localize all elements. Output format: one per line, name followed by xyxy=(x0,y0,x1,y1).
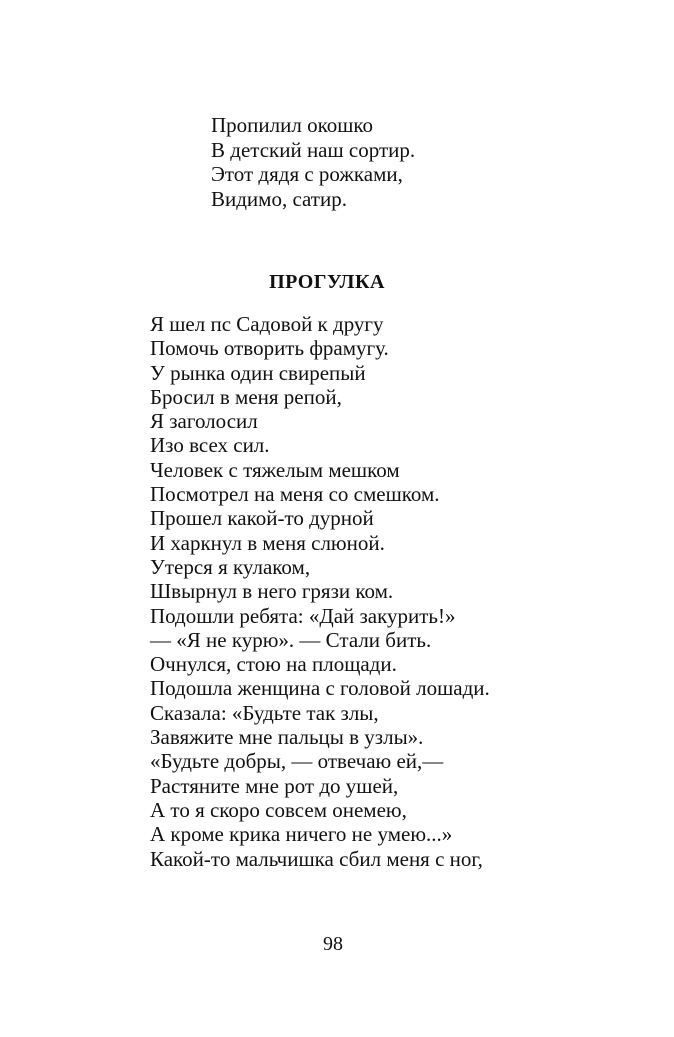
verse-line: Какой-то мальчишка сбил меня с ног, xyxy=(150,846,483,871)
verse-line: — «Я не курю». — Стали бить. xyxy=(150,627,432,652)
verse-line: Завяжите мне пальцы в узлы». xyxy=(150,725,424,750)
verse-line: Бросил в меня репой, xyxy=(150,384,342,409)
verse-line: Растяните мне рот до ушей, xyxy=(150,773,399,798)
verse-line: Посмотрел на меня со смешком. xyxy=(150,482,440,507)
page-number: 98 xyxy=(323,933,343,955)
verse-line: Подошли ребята: «Дай закурить!» xyxy=(150,603,456,628)
verse-line: «Будьте добры, — отвечаю ей,— xyxy=(150,749,444,774)
verse-line: И харкнул в меня слюной. xyxy=(150,530,385,555)
verse-line: Я шел пс Садовой к другу xyxy=(150,312,384,336)
verse-line: Я заголосил xyxy=(150,409,258,434)
poem-body xyxy=(150,312,490,871)
previous-poem-stanza xyxy=(211,113,415,211)
verse-line: Пропилил окошко xyxy=(211,113,374,137)
verse-line: Изо всех сил. xyxy=(150,433,270,458)
verse-line: А то я скоро совсем онемею, xyxy=(150,797,407,822)
verse-line: Прошел какой-то дурной xyxy=(150,506,374,531)
verse-line: В детский наш сортир. xyxy=(211,137,416,162)
poem-title: ПРОГУЛКА xyxy=(269,271,385,293)
verse-line: Помочь отворить фрамугу. xyxy=(150,336,389,361)
verse-line: Подошла женщина с головой лошади. xyxy=(150,676,490,701)
verse-line: Этот дядя с рожками, xyxy=(211,162,403,186)
verse-line: Утерся я кулаком, xyxy=(150,554,311,579)
verse-line: Швырнул в него грязи ком. xyxy=(150,579,394,604)
verse-line: У рынка один свирепый xyxy=(150,360,366,385)
verse-line: А кроме крика ничего не умею...» xyxy=(150,822,453,847)
verse-line: Очнулся, стою на площади. xyxy=(150,652,397,677)
verse-line: Человек с тяжелым мешком xyxy=(150,457,400,482)
verse-line: Видимо, сатир. xyxy=(211,186,347,211)
verse-line: Сказала: «Будьте так злы, xyxy=(150,700,379,725)
